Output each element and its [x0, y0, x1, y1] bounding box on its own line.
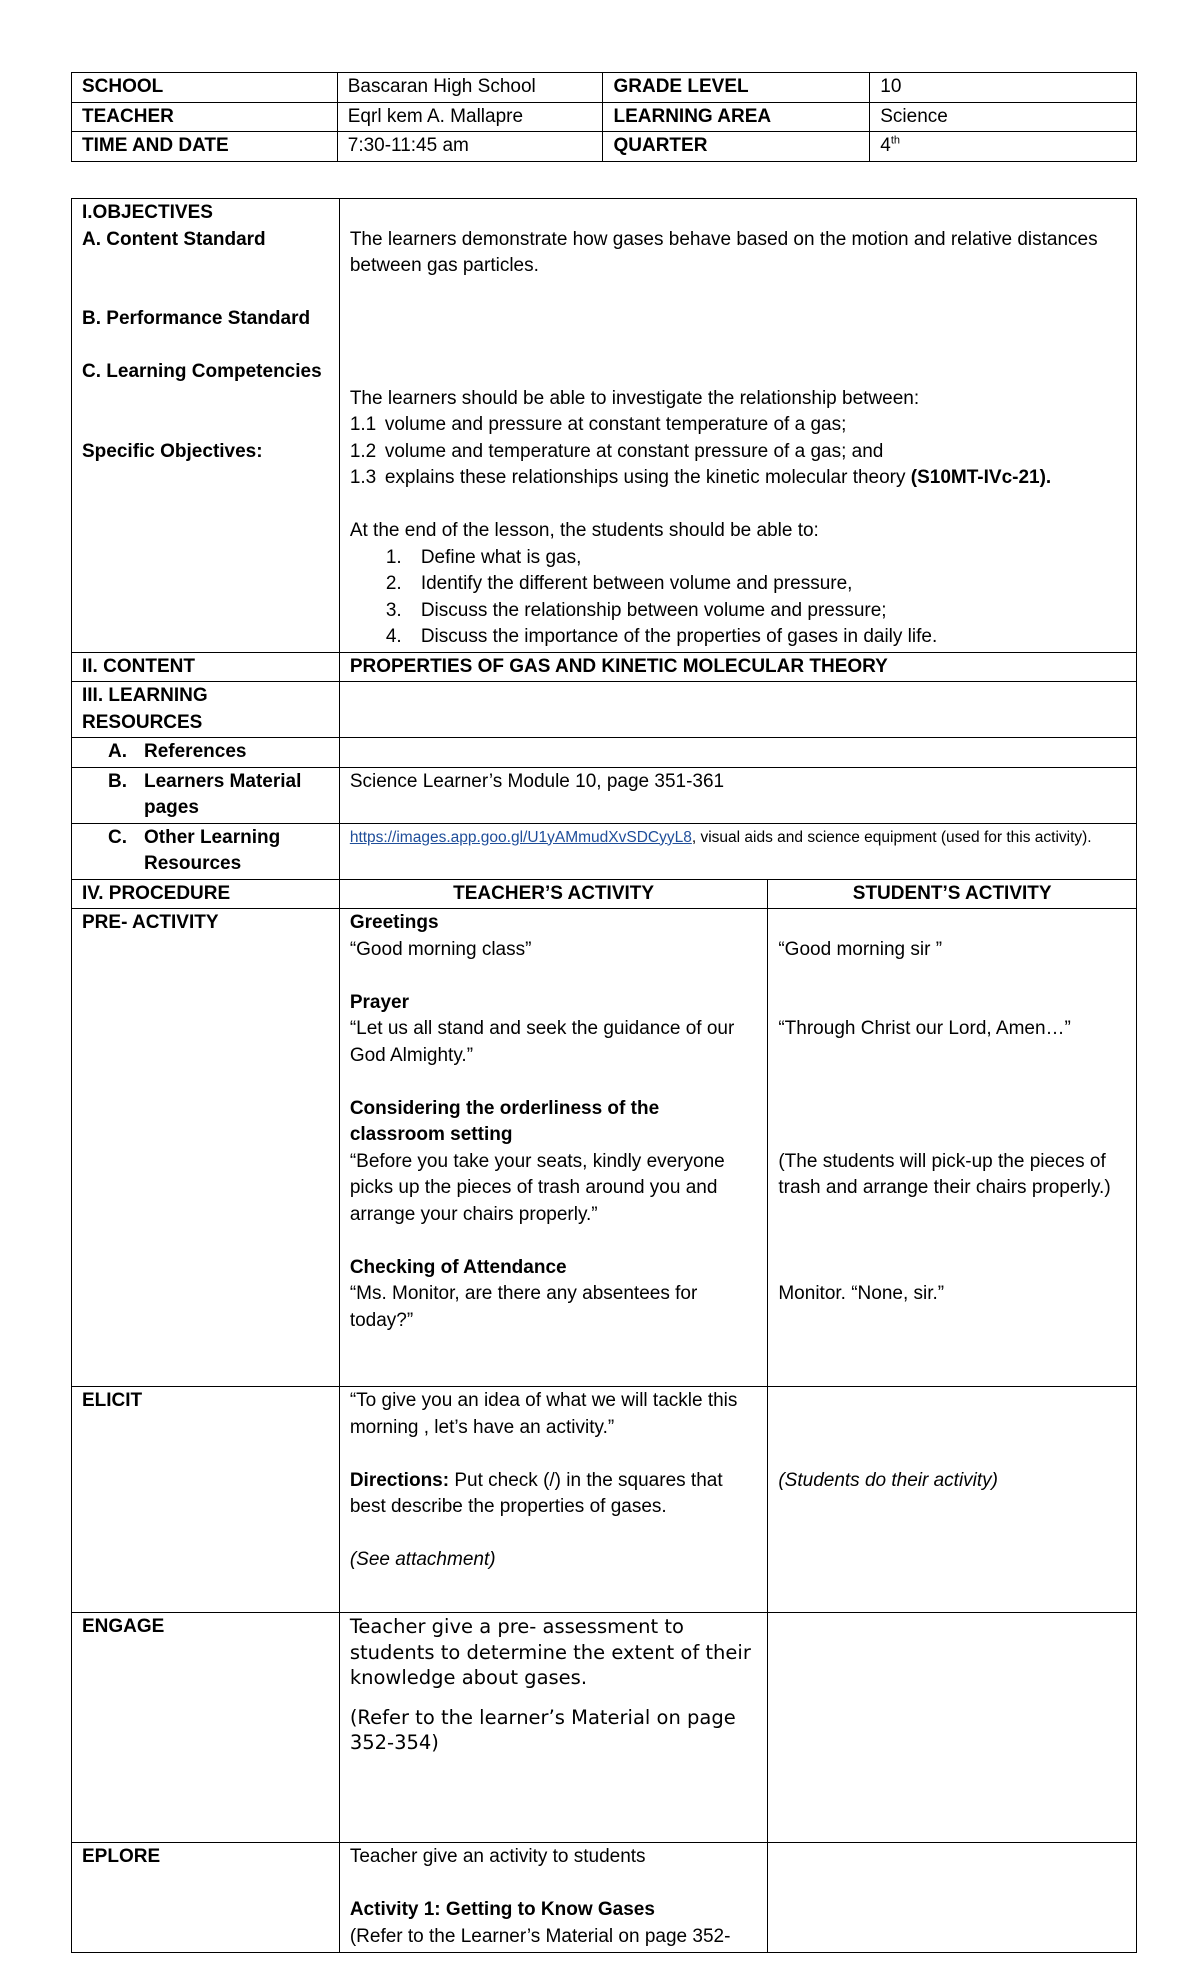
explore-teacher — [339, 1843, 768, 1953]
competency-item: 1.1 volume and pressure at constant temperature of a gas; — [349, 414, 847, 435]
references-cell: A. References — [72, 738, 340, 768]
competencies-intro: The learners should be able to investigate the relationship between: — [349, 387, 920, 409]
content-value: PROPERTIES OF GAS AND KINETIC MOLECULAR THEORY — [339, 652, 1136, 682]
prayer-title: Prayer — [349, 991, 409, 1013]
attendance-title: Checking of Attendance — [349, 1256, 567, 1278]
quarter-label: QUARTER — [603, 132, 870, 162]
other-resources-cell: C. Other Learning Resources — [72, 823, 340, 879]
references-value — [339, 738, 1136, 768]
student-attendance: Monitor. “None, sir.” — [778, 1283, 945, 1304]
engage-label: ENGAGE — [72, 1613, 340, 1843]
quarter-suffix: th — [890, 134, 901, 147]
resource-link[interactable]: https://images.app.goo.gl/U1yAMmudXvSDCyyL8 — [349, 828, 692, 846]
teacher-label: TEACHER — [72, 102, 338, 132]
explore-refer: (Refer to the Learner’s Material on page 352- — [349, 1925, 731, 1947]
prayer-text: “Let us all stand and seek the guidance of our God Almighty.” — [349, 1018, 735, 1066]
elicit-teacher — [339, 1387, 768, 1613]
teacher-value: Eqrl kem A. Mallapre — [337, 102, 603, 132]
elicit-directions: Directions: Put check (/) in the squares that best describe the properties of gases. — [349, 1469, 723, 1517]
specific-objective-item: 2. Identify the different between volume and pressure, — [385, 573, 853, 594]
procedure-label: IV. PROCEDURE — [72, 879, 340, 909]
quarter-value — [870, 132, 1137, 162]
student-activity-header: STUDENT’S ACTIVITY — [768, 879, 1137, 909]
content-standard-text: The learners demonstrate how gases behave based on the motion and relative distances between gas particles. — [349, 228, 1098, 276]
engage-text: Teacher give a pre- assessment to students to determine the extent of their knowledge about gases. — [349, 1615, 751, 1689]
elicit-label: ELICIT — [72, 1387, 340, 1613]
time-date-label: TIME AND DATE — [72, 132, 338, 162]
specific-objective-item: 3. Discuss the relationship between volume and pressure; — [385, 599, 887, 621]
learning-resources-value — [339, 682, 1136, 738]
orderliness-text: “Before you take your seats, kindly everyone picks up the pieces of trash around you and arrange your chairs properly.” — [349, 1150, 725, 1225]
pre-activity-label: PRE- ACTIVITY — [72, 909, 340, 1387]
competency-code: (S10MT-IVc-21). — [910, 467, 1052, 488]
specific-intro: At the end of the lesson, the students should be able to: — [349, 520, 819, 541]
see-attachment: (See attachment) — [349, 1549, 496, 1570]
learning-area-value: Science — [870, 102, 1137, 132]
student-greeting: “Good morning sir ” — [778, 938, 943, 960]
competencies-label: C. Learning Competencies — [82, 361, 322, 382]
objectives-title: I.OBJECTIVES — [82, 202, 213, 223]
pre-activity-teacher — [339, 909, 768, 1387]
specific-objective-item: 4. Discuss the importance of the properties of gases in daily life. — [385, 626, 938, 647]
elicit-text: “To give you an idea of what we will tackle this morning , let’s have an activity.” — [349, 1390, 738, 1438]
learners-material-label: Learners Material pages — [144, 770, 302, 818]
quarter-number: 4 — [880, 135, 891, 156]
time-date-value: 7:30-11:45 am — [337, 132, 603, 162]
engage-refer: (Refer to the learner’s Material on page 352-354) — [349, 1705, 736, 1754]
specific-objective-item: 1. Define what is gas, — [385, 546, 582, 568]
learning-area-label: LEARNING AREA — [603, 102, 870, 132]
header-table — [71, 72, 1137, 162]
objectives-content — [339, 199, 1136, 653]
greetings-text: “Good morning class” — [349, 938, 532, 960]
explore-text: Teacher give an activity to students — [349, 1846, 646, 1867]
learners-material-cell: B. Learners Material pages — [72, 767, 340, 823]
activity-title: Activity 1: Getting to Know Gases — [349, 1899, 655, 1920]
specific-objectives-label: Specific Objectives: — [82, 440, 263, 462]
learning-resources-label: III. LEARNING RESOURCES — [72, 682, 340, 738]
competency-item: 1.2 volume and temperature at constant pressure of a gas; and — [349, 440, 884, 462]
explore-student — [768, 1843, 1137, 1953]
school-value: Bascaran High School — [337, 73, 603, 103]
student-orderliness: (The students will pick-up the pieces of trash and arrange their chairs properly.) — [778, 1150, 1111, 1198]
school-label: SCHOOL — [72, 73, 338, 103]
content-standard-label: A. Content Standard — [82, 228, 266, 250]
attendance-text: “Ms. Monitor, are there any absentees for today?” — [349, 1283, 698, 1331]
engage-teacher — [339, 1613, 768, 1843]
other-resources-value: https://images.app.goo.gl/U1yAMmudXvSDCyyL8, visual aids and science equipment (used for this activity). — [339, 823, 1136, 879]
elicit-student — [768, 1387, 1137, 1613]
other-resources-label: Other Learning Resources — [144, 826, 281, 874]
grade-level-value: 10 — [870, 73, 1137, 103]
lesson-plan-table — [71, 198, 1137, 1953]
engage-student — [768, 1613, 1137, 1843]
orderliness-title: Considering the orderliness of the classroom setting — [349, 1097, 660, 1145]
elicit-student-text: (Students do their activity) — [778, 1469, 999, 1491]
content-label: II. CONTENT — [72, 652, 340, 682]
grade-level-label: GRADE LEVEL — [603, 73, 870, 103]
learners-material-value: Science Learner’s Module 10, page 351-361 — [339, 767, 1136, 823]
explore-label: EPLORE — [72, 1843, 340, 1953]
objectives-labels — [72, 199, 340, 653]
performance-standard-label: B. Performance Standard — [82, 308, 311, 329]
references-label: References — [144, 741, 247, 762]
pre-activity-student — [768, 909, 1137, 1387]
greetings-title: Greetings — [349, 912, 439, 933]
competency-item: 1.3 explains these relationships using the kinetic molecular theory (S10MT-IVc-21). — [349, 467, 1052, 488]
student-prayer: “Through Christ our Lord, Amen…” — [778, 1018, 1071, 1039]
teacher-activity-header: TEACHER’S ACTIVITY — [339, 879, 768, 909]
